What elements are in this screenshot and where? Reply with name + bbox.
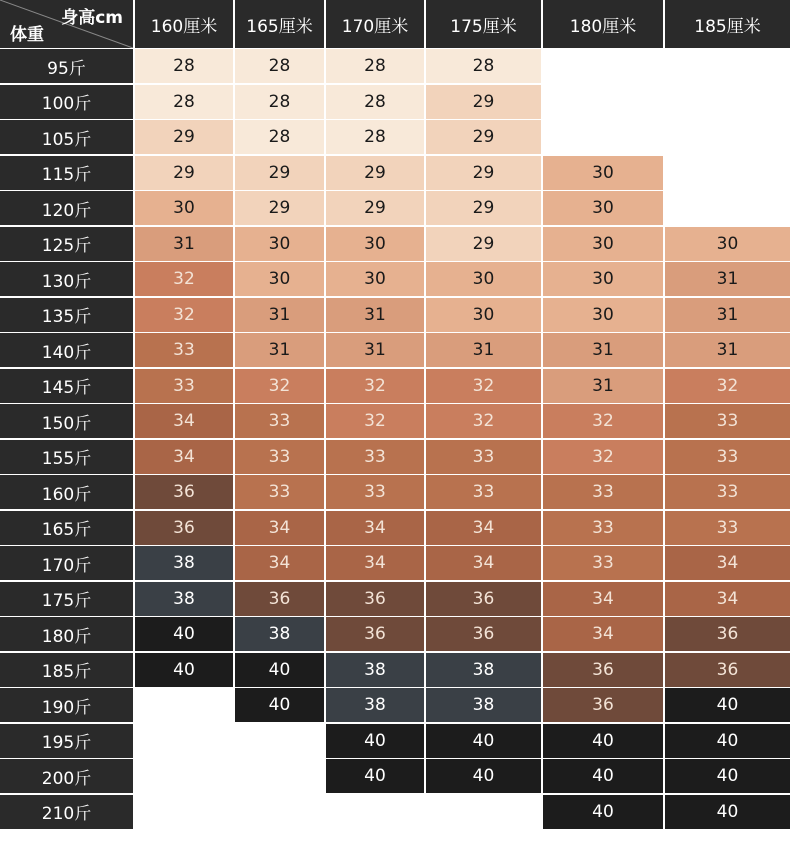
size-cell: 40: [543, 724, 663, 758]
size-cell: 31: [665, 333, 790, 367]
size-cell: 30: [426, 262, 541, 296]
size-cell: 31: [543, 333, 663, 367]
size-cell: 32: [135, 262, 233, 296]
corner-header: [0, 0, 133, 48]
size-cell: 30: [543, 156, 663, 190]
row-header: 165斤: [0, 511, 133, 545]
size-cell: 40: [665, 759, 790, 793]
size-cell: 33: [426, 475, 541, 509]
column-header: 180厘米: [543, 0, 663, 48]
size-cell: [235, 759, 324, 793]
row-header: 105斤: [0, 120, 133, 154]
size-cell: 40: [135, 617, 233, 651]
size-cell: 32: [235, 369, 324, 403]
size-cell: 30: [235, 262, 324, 296]
size-cell: 36: [665, 653, 790, 687]
size-cell: [135, 724, 233, 758]
size-cell: 33: [235, 404, 324, 438]
size-cell: 31: [426, 333, 541, 367]
size-cell: 36: [665, 617, 790, 651]
size-cell: 29: [326, 191, 424, 225]
row-header: 115斤: [0, 156, 133, 190]
size-cell: 40: [235, 688, 324, 722]
size-cell: [665, 191, 790, 225]
column-header: 160厘米: [135, 0, 233, 48]
size-cell: 30: [665, 227, 790, 261]
column-header: 165厘米: [235, 0, 324, 48]
size-cell: 30: [543, 298, 663, 332]
size-cell: [135, 688, 233, 722]
size-cell: 34: [543, 617, 663, 651]
size-cell: 36: [543, 653, 663, 687]
size-cell: 30: [235, 227, 324, 261]
row-header: 100斤: [0, 85, 133, 119]
row-header: 145斤: [0, 369, 133, 403]
size-cell: 36: [426, 582, 541, 616]
size-cell: [665, 120, 790, 154]
size-cell: 33: [235, 440, 324, 474]
row-header: 125斤: [0, 227, 133, 261]
size-cell: 31: [543, 369, 663, 403]
size-cell: 34: [426, 546, 541, 580]
size-cell: 33: [665, 404, 790, 438]
size-cell: [135, 795, 233, 829]
row-header: 185斤: [0, 653, 133, 687]
size-cell: 33: [135, 333, 233, 367]
size-cell: 31: [235, 333, 324, 367]
size-cell: 32: [326, 404, 424, 438]
size-cell: [543, 49, 663, 83]
size-cell: 33: [135, 369, 233, 403]
size-cell: 30: [543, 227, 663, 261]
size-cell: [665, 156, 790, 190]
size-cell: 40: [135, 653, 233, 687]
size-cell: 32: [665, 369, 790, 403]
size-cell: 33: [665, 511, 790, 545]
size-cell: 36: [135, 475, 233, 509]
size-cell: 36: [326, 582, 424, 616]
size-cell: 40: [426, 724, 541, 758]
size-cell: 29: [426, 156, 541, 190]
row-header: 210斤: [0, 795, 133, 829]
size-cell: 30: [326, 262, 424, 296]
column-header: 170厘米: [326, 0, 424, 48]
size-cell: 32: [426, 369, 541, 403]
size-cell: 40: [543, 759, 663, 793]
size-cell: 38: [326, 688, 424, 722]
size-cell: 29: [426, 120, 541, 154]
size-cell: [326, 795, 424, 829]
size-cell: 38: [426, 653, 541, 687]
size-cell: 34: [543, 582, 663, 616]
size-cell: 31: [235, 298, 324, 332]
row-header: 195斤: [0, 724, 133, 758]
size-cell: 34: [326, 546, 424, 580]
size-cell: 34: [326, 511, 424, 545]
size-cell: 38: [135, 582, 233, 616]
column-header: 175厘米: [426, 0, 541, 48]
size-cell: [135, 759, 233, 793]
size-cell: 28: [235, 85, 324, 119]
size-cell: 28: [235, 120, 324, 154]
column-header: 185厘米: [665, 0, 790, 48]
size-cell: 32: [543, 404, 663, 438]
size-cell: 33: [543, 475, 663, 509]
size-cell: 28: [326, 120, 424, 154]
size-cell: 40: [665, 724, 790, 758]
row-header: 150斤: [0, 404, 133, 438]
row-header: 175斤: [0, 582, 133, 616]
size-cell: 31: [135, 227, 233, 261]
size-cell: 34: [135, 440, 233, 474]
size-cell: 38: [235, 617, 324, 651]
weight-axis-label: 体重: [10, 25, 44, 45]
size-cell: 33: [326, 440, 424, 474]
size-cell: 31: [665, 298, 790, 332]
size-cell: 33: [665, 475, 790, 509]
size-cell: 29: [326, 156, 424, 190]
size-cell: 29: [426, 85, 541, 119]
row-header: 200斤: [0, 759, 133, 793]
size-cell: 34: [665, 582, 790, 616]
size-cell: 33: [543, 511, 663, 545]
row-header: 190斤: [0, 688, 133, 722]
size-cell: 36: [543, 688, 663, 722]
size-cell: 32: [426, 404, 541, 438]
size-cell: 40: [665, 795, 790, 829]
size-cell: 29: [135, 120, 233, 154]
size-cell: [235, 724, 324, 758]
size-cell: 31: [326, 333, 424, 367]
size-cell: 40: [326, 724, 424, 758]
size-cell: 40: [426, 759, 541, 793]
row-header: 95斤: [0, 49, 133, 83]
size-cell: 34: [135, 404, 233, 438]
size-cell: [665, 49, 790, 83]
size-cell: 28: [135, 85, 233, 119]
row-header: 135斤: [0, 298, 133, 332]
row-header: 155斤: [0, 440, 133, 474]
size-cell: 33: [665, 440, 790, 474]
size-cell: [426, 795, 541, 829]
size-cell: 34: [665, 546, 790, 580]
size-cell: 34: [426, 511, 541, 545]
row-header: 160斤: [0, 475, 133, 509]
size-cell: 28: [326, 49, 424, 83]
size-cell: 32: [135, 298, 233, 332]
size-cell: 30: [326, 227, 424, 261]
size-cell: 30: [543, 262, 663, 296]
size-cell: 36: [326, 617, 424, 651]
height-axis-label: 身高cm: [61, 8, 123, 28]
size-cell: [543, 85, 663, 119]
row-header: 170斤: [0, 546, 133, 580]
size-cell: 33: [326, 475, 424, 509]
size-cell: [665, 85, 790, 119]
row-header: 140斤: [0, 333, 133, 367]
size-cell: 30: [426, 298, 541, 332]
size-cell: 33: [543, 546, 663, 580]
size-cell: 31: [665, 262, 790, 296]
size-cell: 36: [235, 582, 324, 616]
size-cell: 28: [326, 85, 424, 119]
size-cell: 29: [426, 191, 541, 225]
size-cell: [543, 120, 663, 154]
size-cell: 40: [543, 795, 663, 829]
size-cell: 34: [235, 546, 324, 580]
size-cell: 28: [235, 49, 324, 83]
size-cell: 29: [235, 191, 324, 225]
row-header: 130斤: [0, 262, 133, 296]
size-cell: [235, 795, 324, 829]
size-cell: 34: [235, 511, 324, 545]
size-cell: 32: [543, 440, 663, 474]
size-cell: 31: [326, 298, 424, 332]
row-header: 180斤: [0, 617, 133, 651]
size-cell: 28: [426, 49, 541, 83]
row-header: 120斤: [0, 191, 133, 225]
size-cell: 36: [426, 617, 541, 651]
size-cell: 28: [135, 49, 233, 83]
size-cell: 33: [426, 440, 541, 474]
size-cell: 38: [326, 653, 424, 687]
size-cell: 30: [135, 191, 233, 225]
size-cell: 29: [235, 156, 324, 190]
size-cell: 38: [135, 546, 233, 580]
size-cell: 38: [426, 688, 541, 722]
size-cell: 32: [326, 369, 424, 403]
size-cell: 40: [326, 759, 424, 793]
size-cell: 33: [235, 475, 324, 509]
size-cell: 29: [135, 156, 233, 190]
size-cell: 29: [426, 227, 541, 261]
size-cell: 40: [665, 688, 790, 722]
size-cell: 40: [235, 653, 324, 687]
size-cell: 36: [135, 511, 233, 545]
size-cell: 30: [543, 191, 663, 225]
